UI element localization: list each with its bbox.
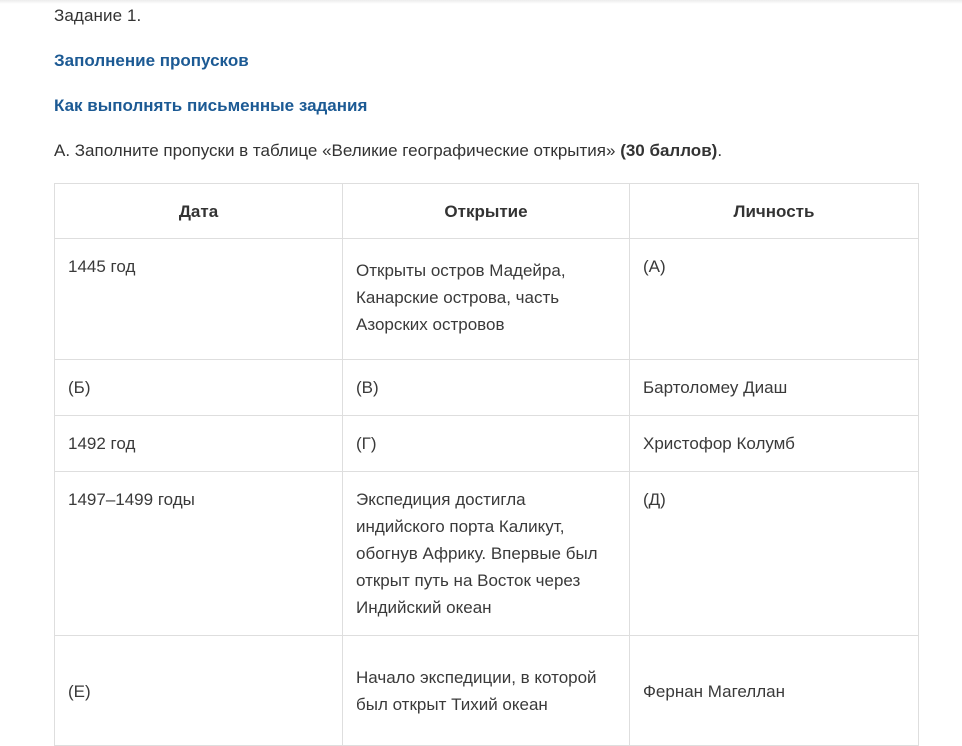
header-person: Личность bbox=[630, 184, 919, 239]
fill-gaps-link[interactable]: Заполнение пропусков bbox=[54, 51, 249, 70]
cell-person: Христофор Колумб bbox=[630, 416, 919, 472]
cell-date: (Е) bbox=[55, 636, 343, 746]
cell-discovery: Экспедиция достигла индийского порта Каликут, обогнув Африку. Впервые был открыт путь на Восток через Индийский океан bbox=[343, 472, 630, 636]
cell-date: 1492 год bbox=[55, 416, 343, 472]
cell-date: 1497–1499 годы bbox=[55, 472, 343, 636]
table-row bbox=[55, 239, 919, 360]
table-row bbox=[55, 472, 919, 636]
how-to-link[interactable]: Как выполнять письменные задания bbox=[54, 96, 368, 115]
table-row bbox=[55, 636, 919, 746]
instruction-end: . bbox=[717, 141, 723, 160]
table-row bbox=[55, 416, 919, 472]
table-header-row bbox=[55, 184, 919, 239]
cell-person: (Д) bbox=[630, 472, 919, 636]
cell-discovery: (В) bbox=[343, 360, 630, 416]
instruction-text: А. Заполните пропуски в таблице «Великие географические открытия» bbox=[54, 141, 621, 160]
top-shadow bbox=[0, 0, 962, 4]
cell-discovery: (Г) bbox=[343, 416, 630, 472]
header-date: Дата bbox=[55, 184, 343, 239]
cell-person: Фернан Магеллан bbox=[630, 636, 919, 746]
cell-date: 1445 год bbox=[55, 239, 343, 360]
instruction-points: (30 баллов) bbox=[620, 141, 718, 160]
cell-discovery: Начало экспедиции, в которой был открыт Тихий океан bbox=[343, 636, 630, 746]
table-row bbox=[55, 360, 919, 416]
instruction bbox=[54, 141, 722, 161]
cell-date: (Б) bbox=[55, 360, 343, 416]
cell-person: (А) bbox=[630, 239, 919, 360]
cell-discovery: Открыты остров Мадейра, Канарские острова, часть Азорских островов bbox=[343, 239, 630, 360]
discoveries-table bbox=[54, 183, 919, 746]
header-discovery: Открытие bbox=[343, 184, 630, 239]
cell-person: Бартоломеу Диаш bbox=[630, 360, 919, 416]
task-title: Задание 1. bbox=[54, 6, 142, 25]
